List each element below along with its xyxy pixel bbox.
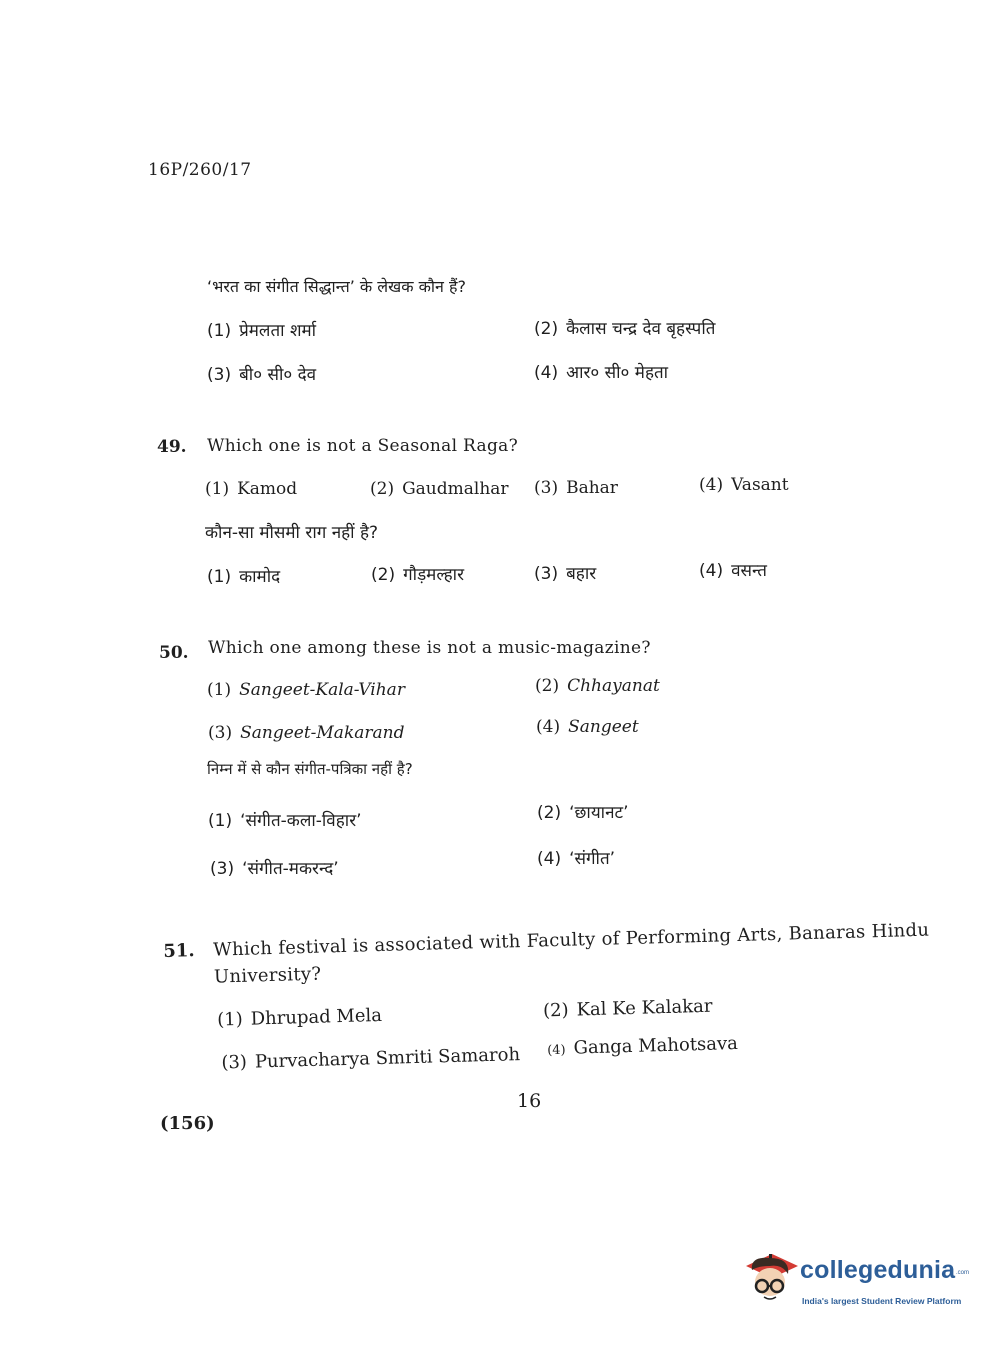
q51-option-4: (4) Ganga Mahotsava (547, 1032, 739, 1059)
page-number: 16 (517, 1090, 542, 1112)
q49-option-1: (1) Kamod (205, 479, 298, 499)
q48-option-2: (2) कैलास चन्द्र देव बृहस्पति (534, 319, 716, 339)
paper-code: 16P/260/17 (148, 160, 252, 180)
q51-option-2: (2) Kal Ke Kalakar (542, 995, 713, 1022)
q51-number: 51. (163, 940, 195, 962)
q48-hindi-question: ‘भरत का संगीत सिद्धान्त’ के लेखक कौन हैं? (207, 277, 466, 296)
q49-hindi-question: कौन-सा मौसमी राग नहीं है? (205, 523, 379, 543)
q48-option-1: (1) प्रेमलता शर्मा (207, 321, 317, 341)
q49-option-4: (4) Vasant (699, 475, 789, 495)
q51-question-line2: University? (213, 963, 322, 988)
question-booklet-code: (156) (160, 1113, 215, 1134)
collegedunia-logo[interactable] (742, 1248, 972, 1318)
q50-hindi-question: निम्न में से कौन संगीत-पत्रिका नहीं है? (207, 760, 413, 778)
q49-option-3: (3) Bahar (534, 478, 618, 498)
q48-option-4: (4) आर० सी० मेहता (534, 363, 669, 383)
q49-hindi-option-1: (1) कामोद (207, 567, 281, 587)
q50-hindi-option-3: (3) ‘संगीत-मकरन्द’ (210, 859, 339, 879)
q49-hindi-option-4: (4) वसन्त (699, 561, 767, 581)
logo-tagline: India's largest Student Review Platform (802, 1296, 962, 1306)
q51-option-1: (1) Dhrupad Mela (216, 1004, 383, 1031)
q49-hindi-option-2: (2) गौड़मल्हार (371, 565, 465, 585)
q50-question: Which one among these is not a music-magazine? (208, 638, 651, 658)
logo-brand: collegedunia (800, 1256, 956, 1284)
q49-hindi-option-3: (3) बहार (534, 564, 597, 584)
q50-hindi-option-1: (1) ‘संगीत-कला-विहार’ (208, 811, 362, 831)
q48-option-3: (3) बी० सी० देव (207, 365, 317, 385)
q51-question-line1: Which festival is associated with Faculty of Performing Arts, Banaras Hindu (212, 919, 930, 961)
q50-option-1: (1) Sangeet-Kala-Vihar (207, 680, 405, 700)
q49-option-2: (2) Gaudmalhar (370, 479, 509, 499)
logo-suffix: .com (956, 1270, 970, 1276)
mascot-icon (742, 1248, 800, 1310)
q50-option-3: (3) Sangeet-Makarand (208, 723, 405, 743)
q50-hindi-option-2: (2) ‘छायानट’ (537, 803, 629, 823)
q50-option-4: (4) Sangeet (536, 717, 639, 737)
q49-question: Which one is not a Seasonal Raga? (207, 436, 518, 456)
q50-option-2: (2) Chhayanat (535, 676, 660, 696)
q50-hindi-option-4: (4) ‘संगीत’ (537, 849, 616, 869)
q51-option-3: (3) Purvacharya Smriti Samaroh (221, 1044, 521, 1074)
q49-number: 49. (157, 437, 187, 457)
q50-number: 50. (159, 643, 189, 663)
